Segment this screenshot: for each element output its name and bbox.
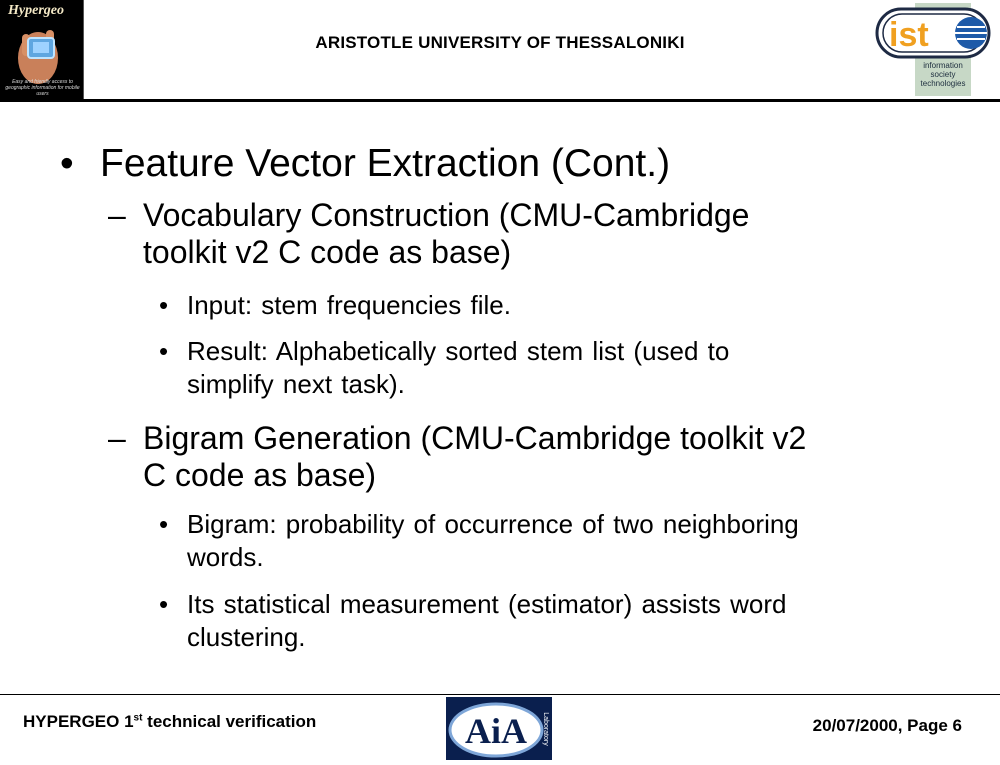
aia-emblem-icon: [446, 697, 552, 760]
ist-sub-line: information: [923, 61, 963, 70]
aia-logo-sub: Laboratory: [542, 712, 549, 746]
footer-left-superscript: st: [133, 712, 143, 724]
aia-lab-logo: [446, 697, 552, 760]
ist-sub-line: society: [930, 70, 956, 79]
list-item: [159, 588, 952, 654]
bullet-icon: •: [60, 142, 74, 185]
footer-date-page: 20/07/2000, Page 6: [812, 716, 962, 735]
slide-title-text: Feature Vector Extraction (Cont.): [100, 142, 671, 185]
section-heading: [108, 420, 963, 494]
bullet-icon: •: [159, 336, 169, 366]
footer-divider: [0, 694, 1000, 695]
list-item-text: Bigram: probability of occurrence of two neighboring: [187, 509, 799, 539]
list-item: [159, 289, 952, 322]
bullet-icon: •: [159, 290, 169, 320]
hypergeo-logo: [0, 0, 84, 100]
ist-sub-line: technologies: [920, 79, 966, 88]
list-item-text: clustering.: [187, 622, 306, 652]
ist-logo: [875, 3, 997, 96]
footer-left-suffix: technical verification: [142, 712, 317, 731]
hypergeo-logo-tagline: Easy and friendly access to geographic information for mobile users: [5, 79, 80, 97]
ist-logo-subtitle: [915, 61, 971, 88]
list-item-text: simplify next task).: [187, 369, 405, 399]
university-title: ARISTOTLE UNIVERSITY OF THESSALONIKI: [315, 33, 685, 52]
dash-icon: –: [108, 420, 126, 456]
section-heading-line: Vocabulary Construction (CMU-Cambridge: [143, 197, 750, 233]
list-item-text: Input: stem frequencies file.: [187, 290, 511, 320]
ist-logo-text: ist: [889, 16, 929, 54]
section-heading-line: C code as base): [143, 457, 377, 493]
bullet-icon: •: [159, 509, 169, 539]
bullet-icon: •: [159, 589, 169, 619]
section-heading-line: toolkit v2 C code as base): [143, 234, 512, 270]
section-heading: [108, 197, 963, 271]
list-item: [159, 335, 952, 401]
dash-icon: –: [108, 197, 126, 233]
slide-title: [60, 140, 960, 188]
hypergeo-logo-title: Hypergeo: [8, 3, 64, 18]
ist-emblem-icon: [875, 3, 997, 63]
header-divider: [0, 99, 1000, 102]
section-heading-line: Bigram Generation (CMU-Cambridge toolkit v2: [143, 420, 807, 456]
list-item: [159, 508, 952, 574]
list-item-text: Result: Alphabetically sorted stem list (used to: [187, 336, 730, 366]
footer-left-prefix: HYPERGEO 1: [23, 712, 134, 731]
footer-left-text: [23, 712, 316, 732]
aia-logo-text: AiA: [465, 711, 527, 751]
list-item-text: words.: [187, 542, 264, 572]
list-item-text: Its statistical measurement (estimator) assists word: [187, 589, 787, 619]
